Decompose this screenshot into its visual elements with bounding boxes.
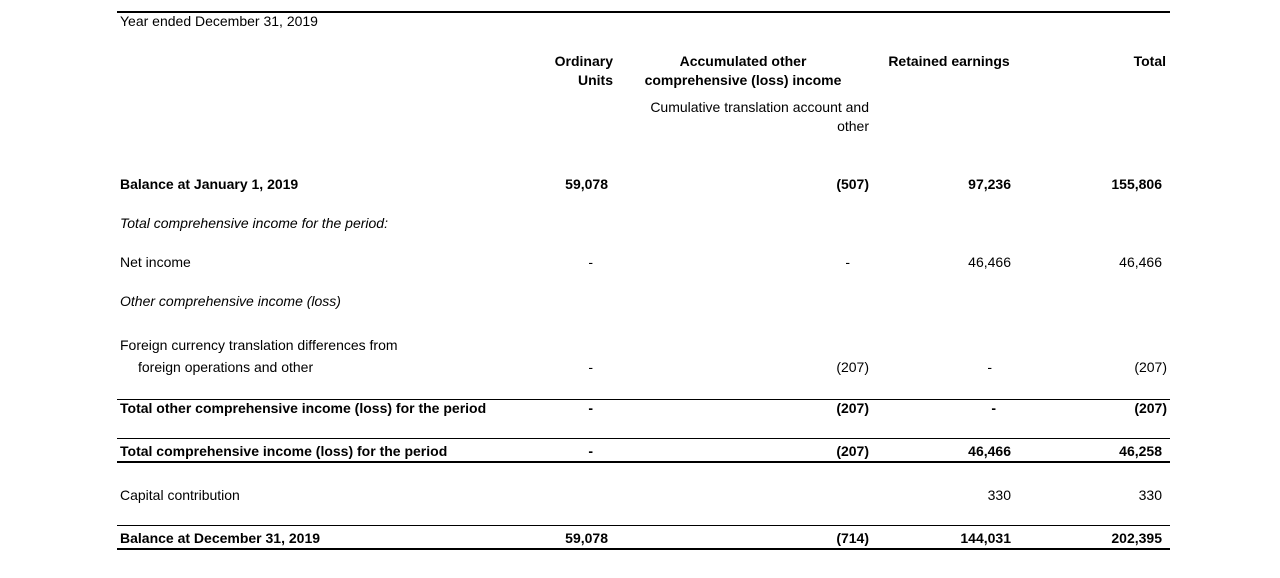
cell-total-ci-aoci: (207) [836, 443, 869, 459]
cell-balance-jan-total: 155,806 [1111, 176, 1162, 192]
cell-total-ci-retained: 46,466 [968, 443, 1011, 459]
cell-net-income-total: 46,466 [1119, 254, 1162, 270]
header-ordinary-line1: Ordinary [554, 53, 613, 69]
cell-total-oci-total: (207) [1134, 400, 1167, 416]
row-label-tci-heading: Total comprehensive income for the period: [120, 215, 388, 231]
cell-total-oci-ordinary: - [588, 400, 593, 416]
header-aoci-line1: Accumulated other [679, 53, 807, 69]
row-label-total-ci: Total comprehensive income (loss) for the period [120, 443, 448, 459]
period-label: Year ended December 31, 2019 [120, 13, 318, 29]
cell-balance-dec-retained: 144,031 [960, 530, 1011, 546]
cell-total-oci-retained: - [991, 400, 996, 416]
cell-capital-retained: 330 [987, 487, 1011, 503]
row-label-fx-line2: foreign operations and other [138, 359, 314, 375]
cell-balance-dec-total: 202,395 [1111, 530, 1162, 546]
cell-total-ci-ordinary: - [588, 443, 593, 459]
cell-total-ci-total: 46,258 [1119, 443, 1162, 459]
bottom-rule [117, 548, 1170, 550]
cell-fx-aoci: (207) [836, 359, 869, 375]
cell-net-income-ordinary: - [588, 254, 593, 270]
header-retained: Retained earnings [888, 53, 1010, 69]
cell-balance-jan-ordinary: 59,078 [565, 176, 608, 192]
row-label-total-oci: Total other comprehensive income (loss) for the period [120, 400, 487, 416]
cell-net-income-aoci: - [845, 254, 850, 270]
row-label-balance-dec: Balance at December 31, 2019 [120, 530, 321, 546]
cell-balance-dec-aoci: (714) [836, 530, 869, 546]
cell-balance-jan-retained: 97,236 [968, 176, 1011, 192]
cell-capital-total: 330 [1138, 487, 1162, 503]
header-total: Total [1133, 53, 1166, 69]
rule-above-total-ci [117, 438, 1170, 439]
rule-below-total-ci [117, 461, 1170, 463]
header-aoci-sub-line2: other [837, 118, 869, 134]
rule-above-balance-dec [117, 525, 1170, 526]
row-label-fx-line1: Foreign currency translation differences from [120, 337, 398, 353]
header-aoci-line2: comprehensive (loss) income [644, 72, 842, 88]
header-ordinary-line2: Units [578, 72, 613, 88]
row-label-balance-jan: Balance at January 1, 2019 [120, 176, 299, 192]
cell-fx-ordinary: - [588, 359, 593, 375]
row-label-oci-heading: Other comprehensive income (loss) [120, 293, 341, 309]
header-aoci-sub-line1: Cumulative translation account and [650, 99, 869, 115]
cell-balance-dec-ordinary: 59,078 [565, 530, 608, 546]
row-label-capital: Capital contribution [120, 487, 240, 503]
cell-fx-total: (207) [1134, 359, 1167, 375]
row-label-net-income: Net income [120, 254, 191, 270]
cell-balance-jan-aoci: (507) [836, 176, 869, 192]
cell-total-oci-aoci: (207) [836, 400, 869, 416]
cell-net-income-retained: 46,466 [968, 254, 1011, 270]
cell-fx-retained: - [987, 359, 992, 375]
